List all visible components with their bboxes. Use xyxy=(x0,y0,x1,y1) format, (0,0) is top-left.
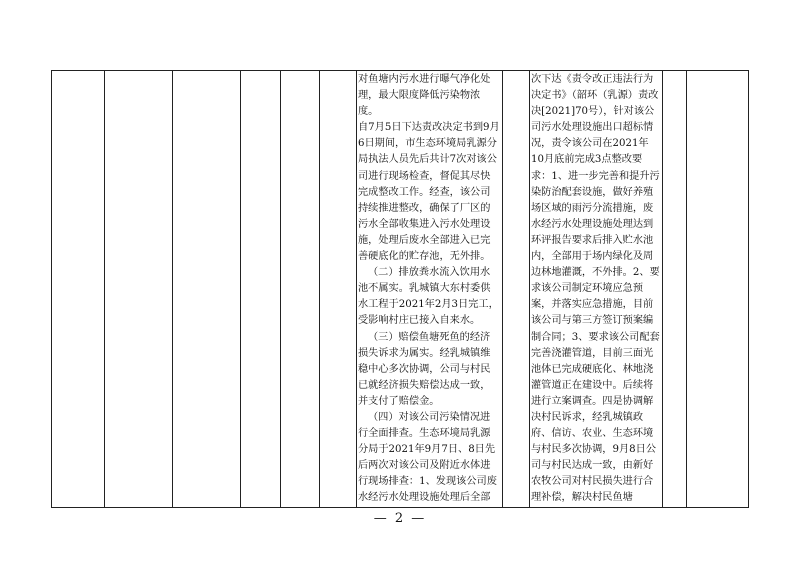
paragraph: （二）排放粪水流入饮用水池不属实。乳城镇大东村委供水工程于2021年2月3日完工，受影响村庄已接入自来水。 xyxy=(358,267,499,327)
column-border xyxy=(356,70,357,508)
paragraph: 自7月5日下达责改决定书到9月6日期间，市生态环境局乳源分局执法人员先后共计7次对该公司进行现场检查，督促其尽快完成整改工作。经查，该公司持续推进整改，确保了厂区的污水全部收集进入污水处理设施，处理后废水全部进入已完善硬底化的贮存池，无外排。 xyxy=(358,122,500,263)
column-border xyxy=(662,70,663,508)
paragraph: （三）赔偿鱼塘死鱼的经济损失诉求为属实。经乳城镇维稳中心多次协调，公司与村民已就经济损失赔偿达成一致，并支付了赔偿金。 xyxy=(358,331,491,407)
table-bottom-border xyxy=(51,507,748,508)
investigation-findings-cell xyxy=(358,72,500,506)
column-border xyxy=(748,70,749,508)
column-border xyxy=(51,70,52,508)
column-border xyxy=(240,70,241,508)
column-border xyxy=(319,70,320,508)
column-border xyxy=(104,70,105,508)
column-border xyxy=(280,70,281,508)
table-top-border xyxy=(51,70,748,71)
column-border xyxy=(502,70,503,508)
column-border xyxy=(529,70,530,508)
column-border xyxy=(686,70,687,508)
paragraph: 对鱼塘内污水进行曝气净化处理，最大限度降低污染物浓度。 xyxy=(358,74,491,118)
handling-measures-cell xyxy=(531,72,660,506)
page-number: — 2 — xyxy=(373,511,427,526)
paragraph: 次下达《责令改正违法行为决定书》（韶环（乳源）责改决[2021]70号），针对该公司污水处理设施出口超标情况，责令该公司在2021年10月底前完成3点整改要求：1、进一步完善和提升污染防治配套设施，做好养殖场区域的雨污分流措施，废水经污水处理设施处理达到环评报告要求后排入贮水池内，全部用于场内绿化及周边林地灌溉，不外排。2、要求该公司制定环境应急预案，并落实应急措施，目前该公司与第三方签订预案编制合同；3、要求该公司配套完善浇灌管道，目前三面光池体已完成硬底化、林地浇灌管道正在建设中。后续将进行立案调查。四是协调解决村民诉求，经乳城镇政府、信访、农业、生态环境与村民多次协调，9月8日公司与村民达成一致，由新好农牧公司对村民损失进行合理补偿，解决村民鱼塘 xyxy=(531,74,660,504)
column-border xyxy=(172,70,173,508)
paragraph: （四）对该公司污染情况进行全面排查。生态环境局乳源分局于2021年9月7日、8日先后两次对该公司及附近水体进行现场排查：1、发现该公司废水经污水处理设施处理后全部 xyxy=(358,411,497,504)
